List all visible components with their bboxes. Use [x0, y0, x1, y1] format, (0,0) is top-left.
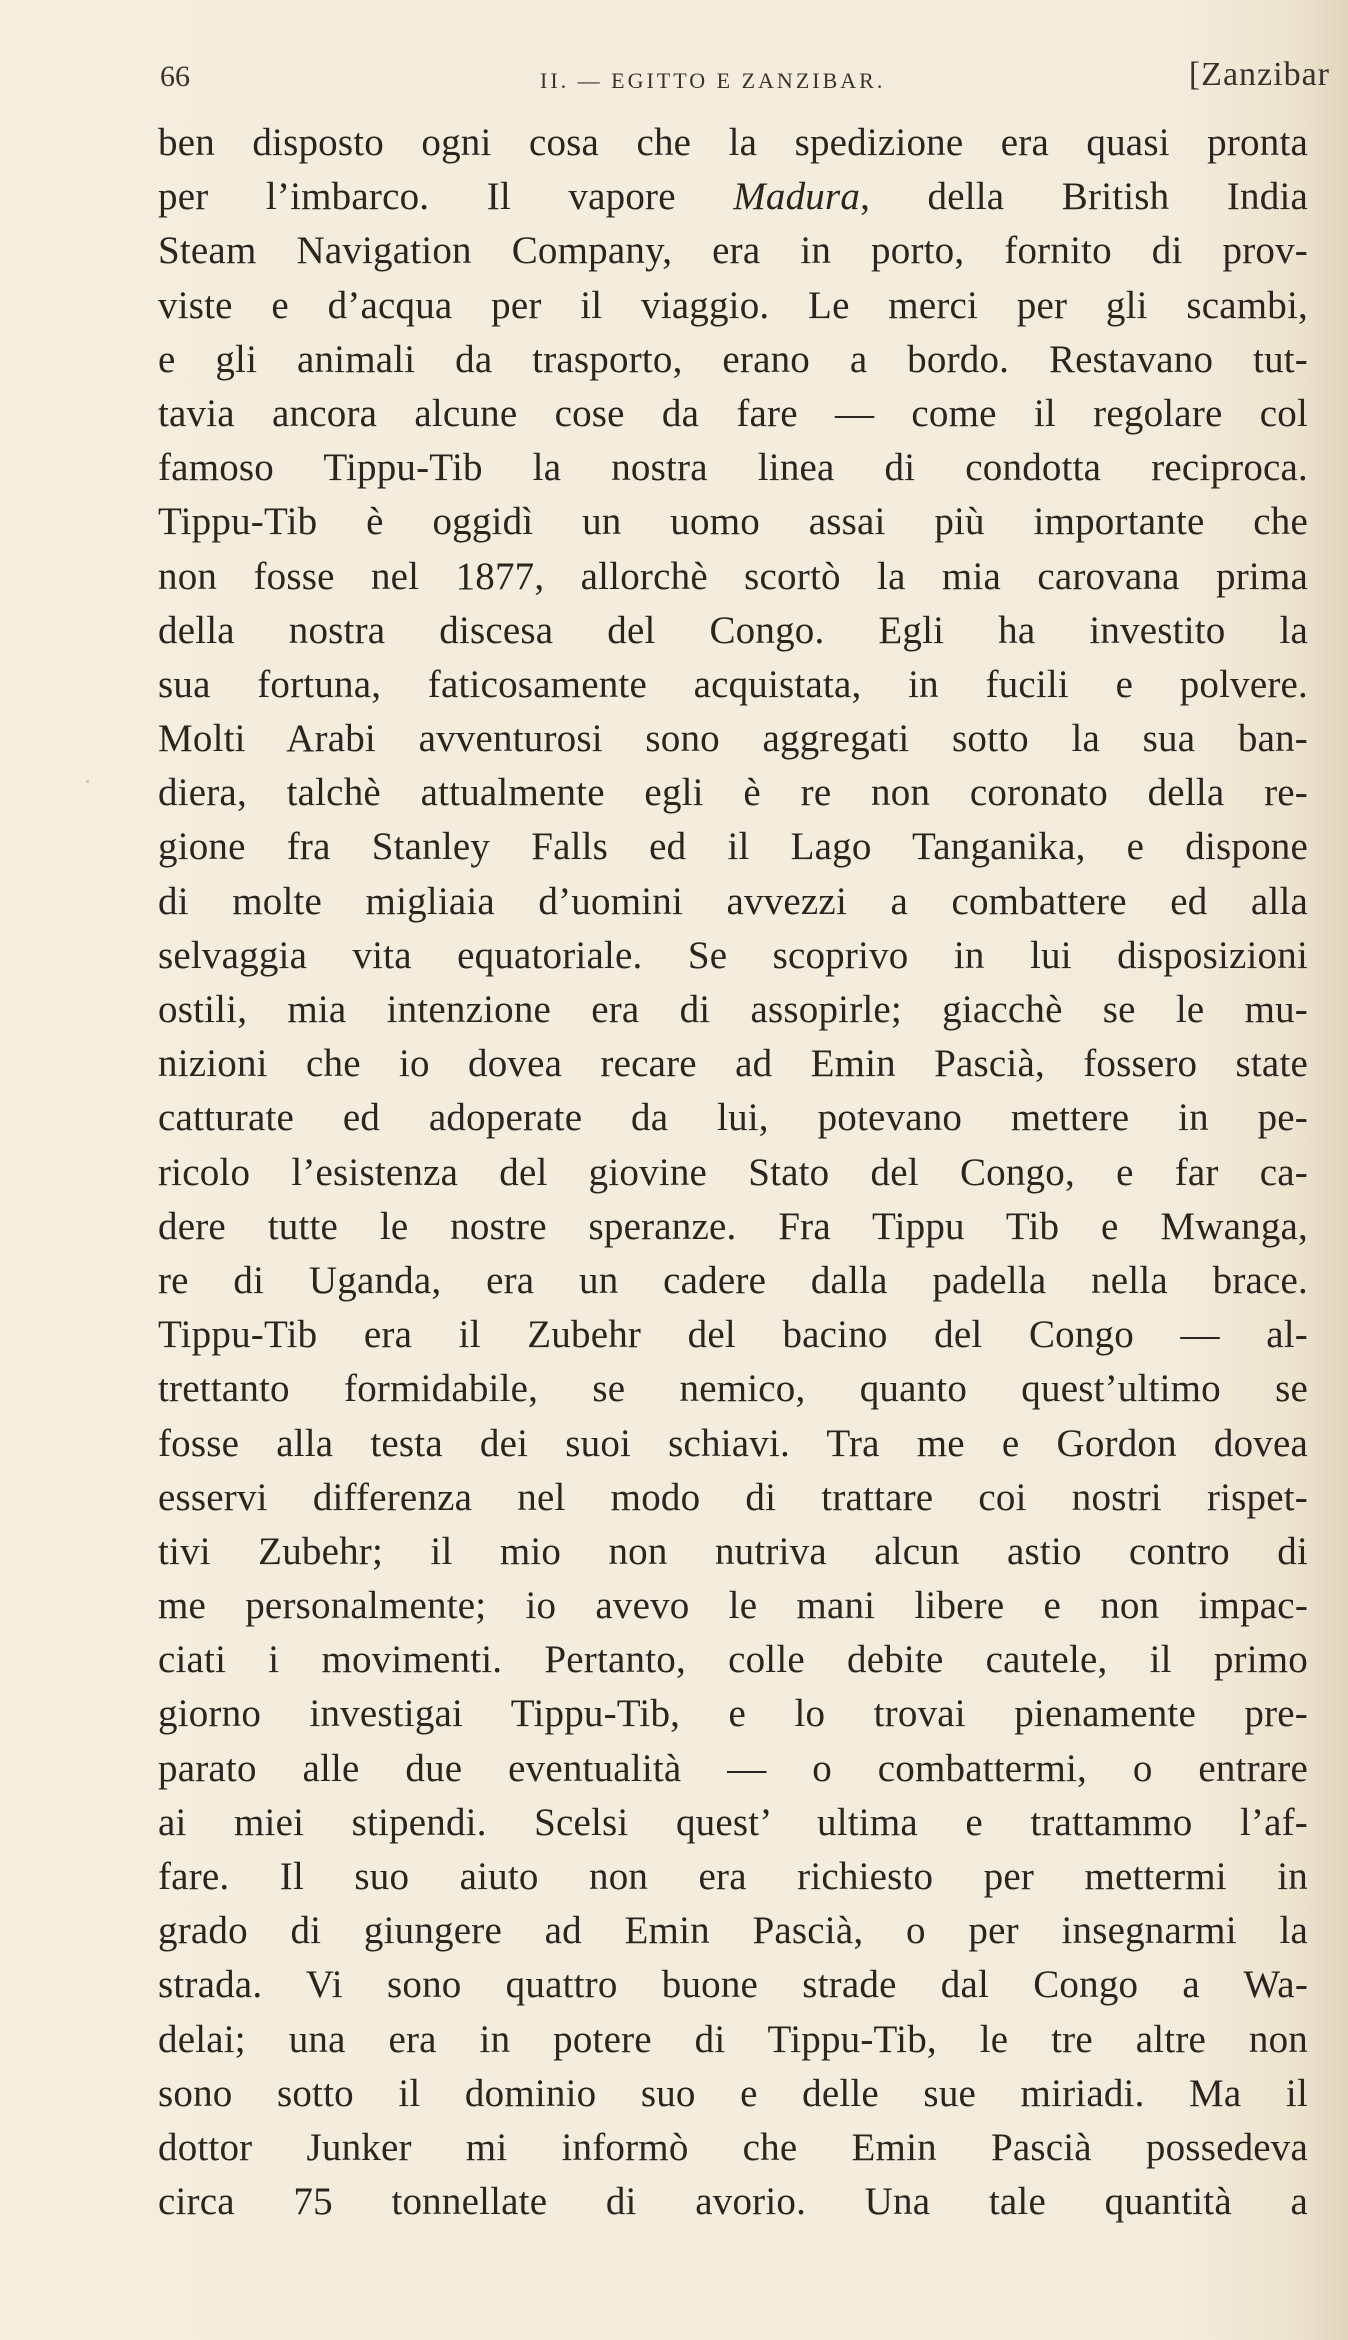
page-header — [160, 52, 1330, 102]
text-segment: ben disposto ogni cosa che la spedizione era quasi pronta — [158, 121, 1308, 164]
text-line — [158, 1471, 1308, 1525]
text-segment: trettanto formidabile, se nemico, quanto quest’ultimo se — [158, 1367, 1308, 1411]
text-line — [158, 1362, 1308, 1416]
section-tag: [Zanzibar — [1188, 56, 1330, 93]
text-line — [158, 1742, 1308, 1796]
text-segment: esservi differenza nel modo di trattare coi nostri rispet- — [158, 1475, 1308, 1519]
text-segment: Madura — [733, 175, 861, 219]
text-line — [158, 279, 1308, 333]
text-segment: di molte migliaia d’uomini avvezzi a combattere ed alla — [158, 879, 1308, 923]
text-line — [158, 2121, 1308, 2175]
text-line — [158, 333, 1308, 387]
text-line — [158, 1146, 1308, 1200]
text-segment: ostili, mia intenzione era di assopirle; giacchè se le mu- — [158, 988, 1308, 1031]
text-segment: per l’imbarco. Il vapore — [158, 175, 734, 219]
running-title: II. — EGITTO E ZANZIBAR. — [540, 68, 886, 93]
text-line — [158, 550, 1308, 604]
text-segment: fosse alla testa dei suoi schiavi. Tra me e Gordon dovea — [158, 1421, 1308, 1465]
text-segment: , della British India — [860, 175, 1308, 219]
text-line — [158, 1633, 1308, 1687]
text-line — [158, 1037, 1308, 1091]
text-segment: viste e d’acqua per il viaggio. Le merci per gli scambi, — [158, 283, 1308, 327]
text-line — [158, 495, 1308, 549]
text-segment: dottor Junker mi informò che Emin Pascià possedeva — [158, 2125, 1308, 2169]
text-segment: tivi Zubehr; il mio non nutriva alcun astio contro di — [158, 1529, 1308, 1573]
text-segment: gione fra Stanley Falls ed il Lago Tanganika, e dispone — [158, 825, 1308, 869]
text-segment: delai; una era in potere di Tippu-Tib, le tre altre non — [158, 2017, 1308, 2061]
text-line — [158, 224, 1308, 278]
text-line — [158, 712, 1308, 766]
text-line — [158, 604, 1308, 658]
page-number: 66 — [160, 60, 190, 93]
text-segment: dere tutte le nostre speranze. Fra Tippu Tib e Mwanga, — [158, 1204, 1308, 1248]
text-segment: tavia ancora alcune cose da fare — come il regolare col — [158, 391, 1308, 435]
text-line — [158, 766, 1308, 820]
text-segment: giorno investigai Tippu-Tib, e lo trovai pienamente pre- — [158, 1692, 1308, 1736]
text-line — [158, 1687, 1308, 1741]
text-line — [158, 2013, 1308, 2067]
text-line — [158, 875, 1308, 929]
text-line — [158, 1525, 1308, 1579]
text-line — [158, 983, 1308, 1037]
text-segment: fare. Il suo aiuto non era richiesto per mettermi in — [158, 1855, 1308, 1898]
text-segment: della nostra discesa del Congo. Egli ha investito la — [158, 608, 1308, 652]
text-line — [158, 1904, 1308, 1958]
text-segment: catturate ed adoperate da lui, potevano mettere in pe- — [158, 1096, 1308, 1140]
text-line — [158, 1796, 1308, 1850]
text-segment: parato alle due eventualità — o combattermi, o entrare — [158, 1746, 1308, 1790]
text-line — [158, 116, 1308, 170]
text-segment: sua fortuna, faticosamente acquistata, in fucili e polvere. — [158, 662, 1308, 706]
text-line — [158, 1417, 1308, 1471]
text-segment: me personalmente; io avevo le mani libere e non impac- — [158, 1584, 1308, 1628]
text-line — [158, 1254, 1308, 1308]
text-segment: ciati i movimenti. Pertanto, colle debite cautele, il primo — [158, 1638, 1308, 1682]
text-segment: nizioni che io dovea recare ad Emin Pascià, fossero state — [158, 1042, 1308, 1086]
text-segment: Tippu-Tib era il Zubehr del bacino del Congo — al- — [158, 1313, 1308, 1357]
text-segment: non fosse nel 1877, allorchè scortò la mia carovana prima — [158, 554, 1308, 598]
text-line — [158, 1579, 1308, 1633]
text-line — [158, 820, 1308, 874]
text-segment: e gli animali da trasporto, erano a bordo. Restavano tut- — [158, 337, 1308, 381]
text-segment: circa 75 tonnellate di avorio. Una tale quantità a — [158, 2180, 1308, 2224]
text-segment: Molti Arabi avventurosi sono aggregati sotto la sua ban- — [158, 717, 1308, 761]
text-segment: ricolo l’esistenza del giovine Stato del Congo, e far ca- — [158, 1150, 1308, 1194]
text-line — [158, 1091, 1308, 1145]
text-line — [158, 170, 1308, 224]
paper-speck — [86, 780, 89, 783]
text-line — [158, 387, 1308, 441]
text-segment: selvaggia vita equatoriale. Se scoprivo in lui disposizioni — [158, 933, 1308, 977]
text-segment: diera, talchè attualmente egli è re non coronato della re- — [158, 771, 1308, 815]
text-line — [158, 2067, 1308, 2121]
text-line — [158, 1200, 1308, 1254]
text-segment: ai miei stipendi. Scelsi quest’ ultima e trattammo l’af- — [158, 1800, 1308, 1844]
text-segment: Tippu-Tib è oggidì un uomo assai più importante che — [158, 500, 1308, 544]
text-line — [158, 929, 1308, 983]
text-segment: Steam Navigation Company, era in porto, fornito di prov- — [158, 229, 1308, 273]
text-line — [158, 1308, 1308, 1362]
text-segment: famoso Tippu-Tib la nostra linea di condotta reciproca. — [158, 446, 1308, 490]
text-line — [158, 1850, 1308, 1904]
text-segment: strada. Vi sono quattro buone strade dal Congo a Wa- — [158, 1963, 1308, 2007]
text-segment: sono sotto il dominio suo e delle sue miriadi. Ma il — [158, 2071, 1308, 2115]
body-text — [158, 116, 1308, 2229]
text-line — [158, 658, 1308, 712]
text-line — [158, 441, 1308, 495]
text-segment: grado di giungere ad Emin Pascià, o per insegnarmi la — [158, 1909, 1308, 1953]
text-line — [158, 1958, 1308, 2012]
text-line — [158, 2175, 1308, 2229]
text-segment: re di Uganda, era un cadere dalla padella nella brace. — [158, 1258, 1308, 1302]
